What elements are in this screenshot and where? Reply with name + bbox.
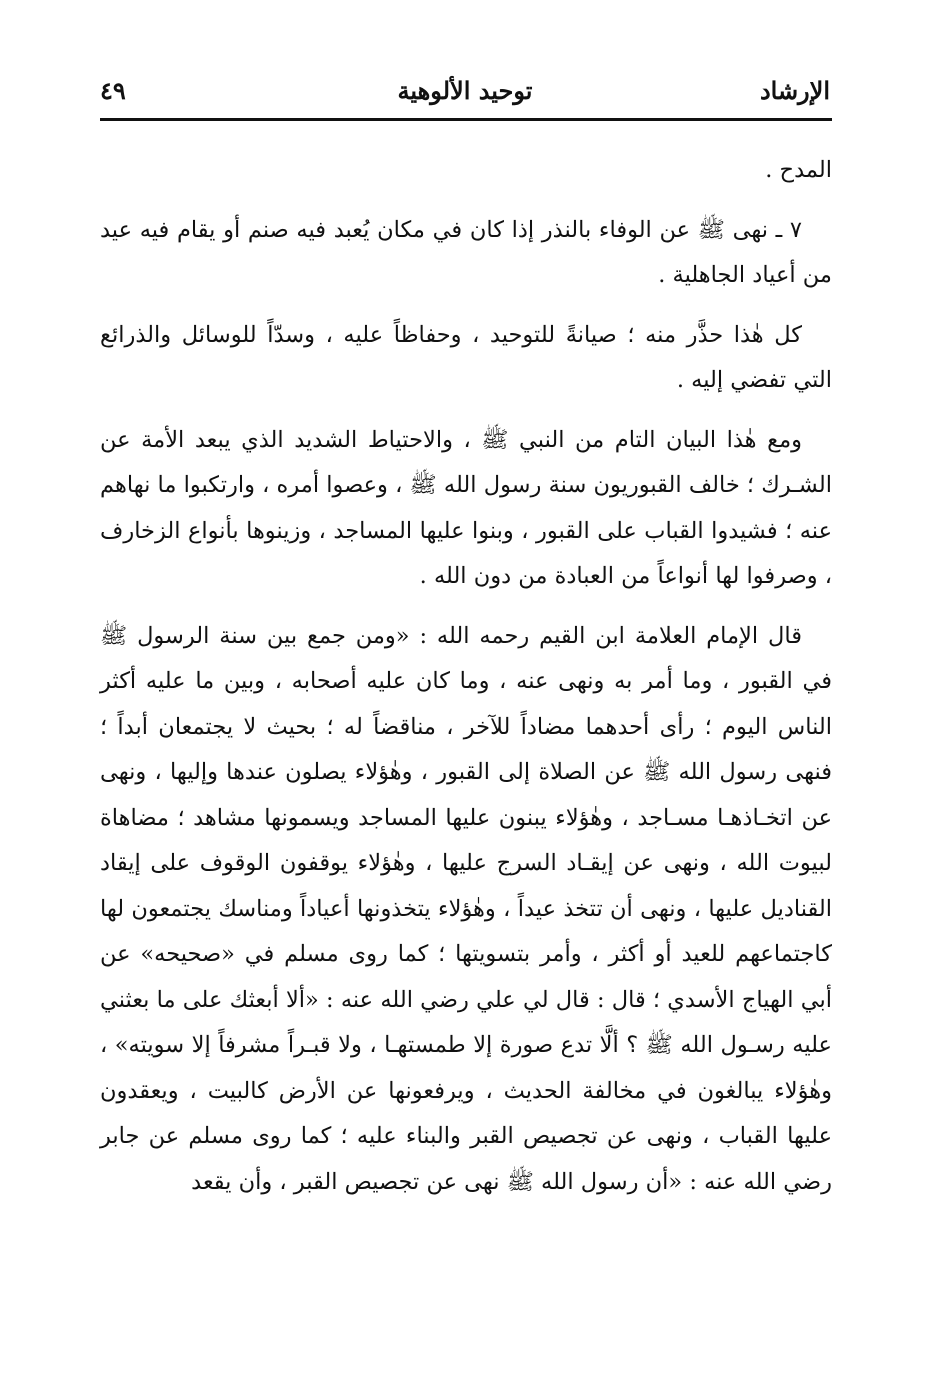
book-title: الإرشاد (759, 76, 830, 105)
header-rule (100, 118, 832, 121)
page-number: ٤٩ (100, 76, 126, 105)
paragraph: قال الإمام العلامة ابن القيم رحمه الله : «ومن جمع بين سنة الرسول ﷺ في القبور ، وما أمر به ونهى عنه ، وما كان عليه أصحابه ، وبين ما عليه أكثر الناس اليوم ؛ رأى أحدهما مضاداً للآخر ، مناقضاً له ؛ بحيث لا يجتمعان أبداً ؛ فنهى رسول الله ﷺ عن الصلاة إلى القبور ، وهٰؤلاء يصلون عندها وإليها ، ونهى عن اتخـاذهـا مسـاجد ، وهٰؤلاء يبنون عليها المساجد ويسمونها مشاهد ؛ مضاهاة لبيوت الله ، ونهى عن إيقـاد السرج عليها ، وهٰؤلاء يوقفون الوقوف على إيقاد القناديل عليها ، ونهى أن تتخذ عيداً ، وهٰؤلاء يتخذونها أعياداً ومناسك يجتمعون لها كاجتماعهم للعيد أو أكثر ، وأمر بتسويتها ؛ كما روى مسلم في «صحيحه» عن أبي الهياج الأسدي ؛ قال : قال لي علي رضي الله عنه : «ألا أبعثك على ما بعثني عليه رسـول الله ﷺ ؟ ألَّا تدع صورة إلا طمستهـا ، ولا قبـراً مشرفاً إلا سويته» ، وهٰؤلاء يبالغون في مخالفة الحديث ، ويرفعونها عن الأرض كالبيت ، ويعقدون عليها القباب ، ونهى عن تجصيص القبر والبناء عليه ؛ كما روى مسلم عن جابر رضي الله عنه : «أن رسول الله ﷺ نهى عن تجصيص القبر ، وأن يقعد (100, 622, 832, 1195)
paragraph: كل هٰذا حذَّر منه ؛ صيانةً للتوحيد ، وحفاظاً عليه ، وسدّاً للوسائل والذرائع التي تفضي إليه . (100, 321, 832, 393)
chapter-title: توحيد الألوهية (397, 76, 533, 105)
page-body (100, 148, 832, 1205)
paragraph: ومع هٰذا البيان التام من النبي ﷺ ، والاحتياط الشديد الذي يبعد الأمة عن الشـرك ؛ خالف القبوريون سنة رسول الله ﷺ ، وعصوا أمره ، وارتكبوا ما نهاهم عنه ؛ فشيدوا القباب على القبور ، وبنوا عليها المساجد ، وزينوها بأنواع الزخارف ، وصرفوا لها أنواعاً من العبادة من دون الله . (100, 426, 832, 589)
paragraph: المدح . (765, 157, 832, 183)
paragraph: ٧ ـ نهى ﷺ عن الوفاء بالنذر إذا كان في مكان يُعبد فيه صنم أو يقام فيه عيد من أعياد الجاهلية . (100, 216, 832, 288)
page-header (100, 68, 830, 118)
